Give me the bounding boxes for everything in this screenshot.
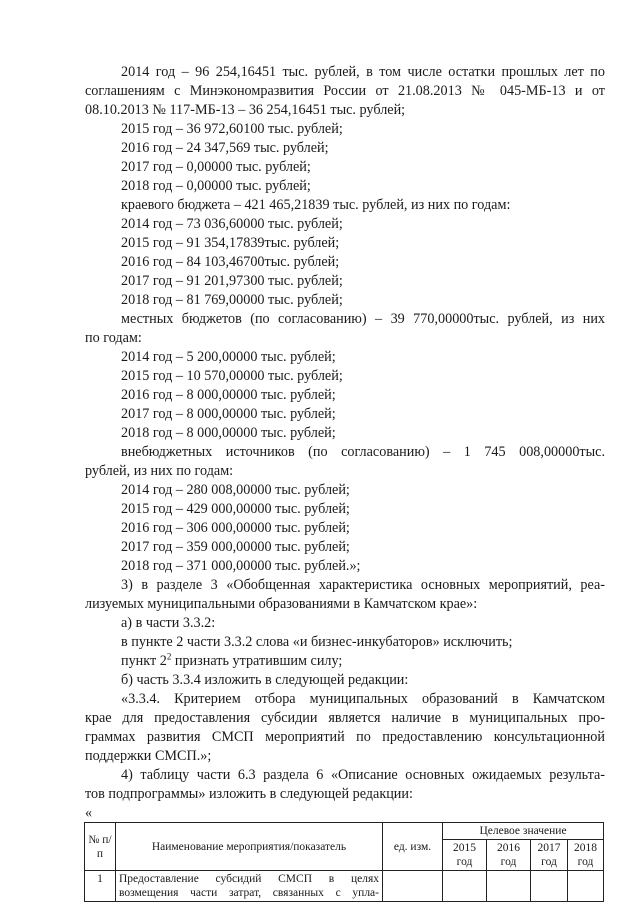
row-num: 1 (85, 871, 116, 902)
text-line: 2018 год – 8 000,00000 тыс. рублей; (121, 425, 336, 441)
text-line: местных бюджетов (по согласованию) – 39 770,00000тыс. рублей, из них (121, 311, 605, 327)
text-line (121, 652, 640, 671)
row-unit (383, 871, 443, 902)
header-year: 2015 год (443, 840, 487, 871)
table-header-row (85, 823, 604, 840)
text-line: 2015 год – 10 570,00000 тыс. рублей; (121, 368, 343, 384)
header-num: № п/п (85, 823, 116, 871)
text-line: 2014 год – 73 036,60000 тыс. рублей; (121, 216, 343, 232)
text-line: 3) в разделе 3 «Обобщенная характеристика основных мероприятий, реа- (121, 577, 605, 593)
header-year: 2018 год (568, 840, 604, 871)
header-target: Целевое значение (443, 823, 604, 840)
text-line: 2015 год – 91 354,17839тыс. рублей; (121, 235, 340, 251)
superscript: 2 (166, 651, 172, 662)
table-row (85, 871, 604, 902)
text-line: 08.10.2013 № 117-МБ-13 – 36 254,16451 тыс. рублей; (85, 102, 406, 118)
text-line: 2017 год – 359 000,00000 тыс. рублей; (121, 539, 350, 555)
text-line: 2014 год – 5 200,00000 тыс. рублей; (121, 349, 336, 365)
text-fragment: признать утратившим силу; (174, 653, 343, 669)
text-line: тов подпрограммы» изложить в следующей редакции: (85, 786, 413, 802)
header-unit: ед. изм. (383, 823, 443, 871)
text-line: 2016 год – 306 000,00000 тыс. рублей; (121, 520, 350, 536)
text-line: 2014 год – 96 254,16451 тыс. рублей, в том числе остатки прошлых лет по (121, 64, 605, 80)
header-name: Наименование мероприятия/показатель (116, 823, 383, 871)
text-line: 2016 год – 8 000,00000 тыс. рублей; (121, 387, 336, 403)
text-line: соглашениям с Минэкономразвития России от 21.08.2013 № 045-МБ-13 и от (85, 83, 605, 99)
text-line: « (85, 805, 93, 821)
text-line: рублей, из них по годам: (85, 463, 234, 479)
text-line: 2017 год – 0,00000 тыс. рублей; (121, 159, 311, 175)
text-line: 2017 год – 91 201,97300 тыс. рублей; (121, 273, 343, 289)
text-line: 2018 год – 0,00000 тыс. рублей; (121, 178, 311, 194)
row-value (531, 871, 568, 902)
text-line: «3.3.4. Критерием отбора муниципальных образований в Камчатском (121, 691, 605, 707)
text-line: 2017 год – 8 000,00000 тыс. рублей; (121, 406, 336, 422)
text-line: лизуемых муниципальными образованиями в Камчатском крае»: (85, 596, 478, 612)
row-value (568, 871, 604, 902)
header-year: 2016 год (487, 840, 531, 871)
text-line: 2018 год – 81 769,00000 тыс. рублей; (121, 292, 343, 308)
text-line: б) часть 3.3.4 изложить в следующей редакции: (121, 672, 409, 688)
row-name: Предоставление субсидий СМСП в целях возмещения части затрат, связанных с упла- (116, 871, 383, 902)
text-line: граммах развития СМСП мероприятий по предоставлению консультационной (85, 729, 605, 745)
text-line: крае для предоставления субсидии является наличие в муниципальных про- (85, 710, 605, 726)
text-line: 2016 год – 84 103,46700тыс. рублей; (121, 254, 340, 270)
text-line: внебюджетных источников (по согласованию) – 1 745 008,00000тыс. (121, 444, 605, 460)
text-line: 2014 год – 280 008,00000 тыс. рублей; (121, 482, 350, 498)
header-year: 2017 год (531, 840, 568, 871)
text-line: 4) таблицу части 6.3 раздела 6 «Описание основных ожидаемых результа- (121, 767, 605, 783)
row-value (487, 871, 531, 902)
text-line: краевого бюджета – 421 465,21839 тыс. рублей, из них по годам: (121, 197, 511, 213)
text-line: по годам: (85, 330, 142, 346)
text-line: в пункте 2 части 3.3.2 слова «и бизнес-инкубаторов» исключить; (121, 634, 513, 650)
text-line: а) в части 3.3.2: (121, 615, 216, 631)
text-line: 2018 год – 371 000,00000 тыс. рублей.»; (121, 558, 361, 574)
targets-table (84, 822, 604, 902)
text-fragment: пункт 2 (121, 653, 167, 669)
row-value (443, 871, 487, 902)
text-line: 2015 год – 36 972,60100 тыс. рублей; (121, 121, 343, 137)
text-line: 2016 год – 24 347,569 тыс. рублей; (121, 140, 329, 156)
text-line: 2015 год – 429 000,00000 тыс. рублей; (121, 501, 350, 517)
text-line: поддержки СМСП.»; (85, 748, 212, 764)
